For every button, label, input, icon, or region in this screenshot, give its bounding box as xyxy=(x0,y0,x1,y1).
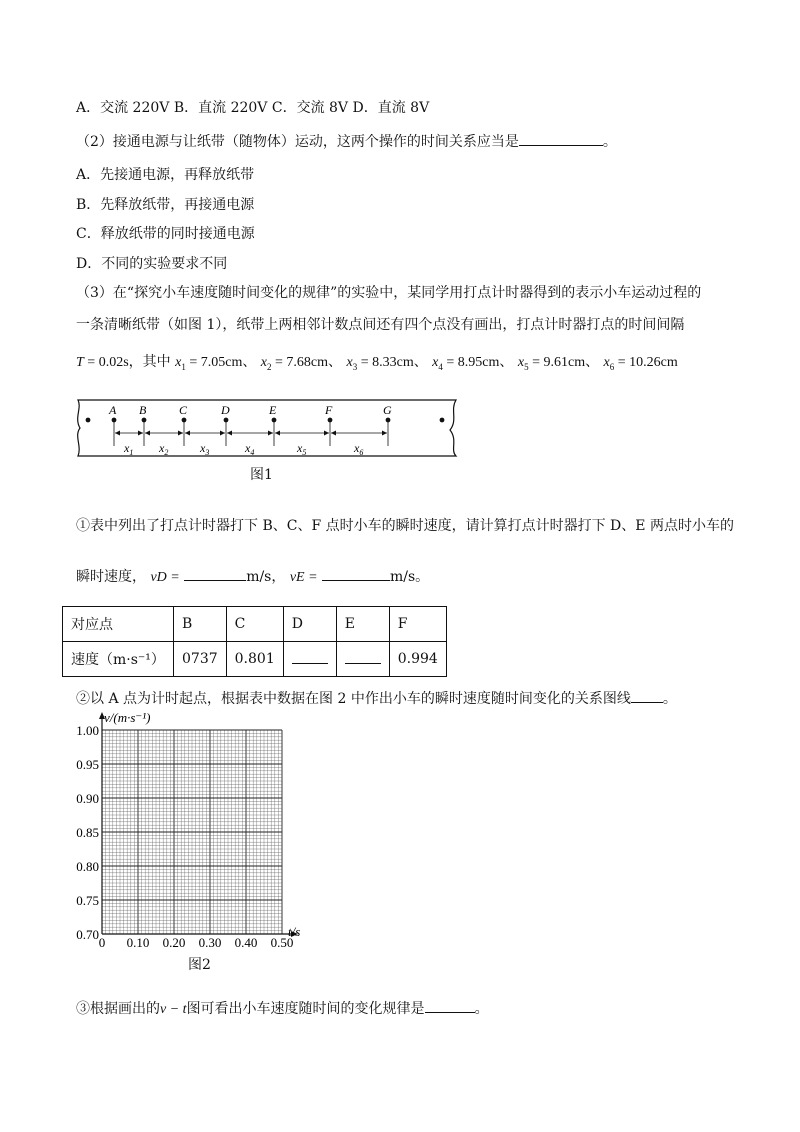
measure-x6: $x_6 = 10.26cm$ xyxy=(603,355,678,372)
vE-blank[interactable] xyxy=(322,566,390,581)
point-F xyxy=(328,418,333,423)
velocity-table xyxy=(62,606,447,677)
table-header-cell: 对应点 xyxy=(63,607,174,642)
measure-x5: $x_5 = 9.61cm$ xyxy=(517,355,586,372)
point-label-D: D xyxy=(221,403,230,417)
sub1-line1: ①表中列出了打点计时器打下 B、C、F 点时小车的瞬时速度，请计算打点计时器打下 D、E 两点时小车的 xyxy=(76,518,734,534)
y-tick-label: 0.70 xyxy=(76,927,99,942)
x-tick-label: 0.50 xyxy=(270,935,294,950)
y-axis-label: v/(m·s⁻¹) xyxy=(104,710,151,725)
table-header-cell: D xyxy=(283,607,336,642)
x-tick-label: 0.30 xyxy=(198,935,222,950)
figure1-caption: 图1 xyxy=(250,467,273,483)
q3-measurements: T = 0.02s，其中 $x_1 = 7.05cm$、 $x_2 = 7.68cm$、 $x_3 = 8.33cm$、 $x_4 = 8.95cm$、 $x_5 = 9.61cm$、 $x_6 = 10.26cm$ xyxy=(76,354,678,372)
sub1-line2: 瞬时速度， vD = m/s， vE = m/s。 xyxy=(76,566,429,588)
x-tick-label: 0.10 xyxy=(126,935,150,950)
segment-label-x1: $x_1$ xyxy=(124,441,134,457)
q2-option-c: C．释放纸带的同时接通电源 xyxy=(76,226,255,242)
table-header-row xyxy=(63,607,447,642)
y-tick-label: 1.00 xyxy=(76,723,99,738)
segment-label-x4: $x_4$ xyxy=(245,441,255,457)
table-header-cell: F xyxy=(389,607,446,642)
vt-symbol: v − t xyxy=(160,1002,187,1017)
q2-option-a: A．先接通电源，再释放纸带 xyxy=(76,167,255,183)
vD-label: vD = xyxy=(150,570,180,585)
figure1-paper-tape xyxy=(72,396,464,460)
tape-dot xyxy=(440,418,445,423)
q2-option-d: D．不同的实验要求不同 xyxy=(76,256,228,272)
vE-label: vE = xyxy=(289,570,318,585)
period-symbol: T xyxy=(76,355,84,370)
sub3-text: ③根据画出的v − t图可看出小车速度随时间的变化规律是 。 xyxy=(76,998,489,1020)
row-label: 速度（m·s⁻¹） xyxy=(63,642,174,677)
sub2-blank[interactable] xyxy=(631,688,663,703)
table-header-cell: C xyxy=(226,607,283,642)
q2-stem-text: （2）接通电源与让纸带（随物体）运动，这两个操作的时间关系应当是 xyxy=(76,134,519,150)
measure-x3: $x_3 = 8.33cm$ xyxy=(346,355,414,372)
y-tick-label: 0.85 xyxy=(76,825,99,840)
sub2-text: ②以 A 点为计时起点，根据表中数据在图 2 中作出小车的瞬时速度随时间变化的关系图线 。 xyxy=(76,688,677,709)
point-label-G: G xyxy=(383,403,392,417)
segment-label-x6: $x_6$ xyxy=(354,441,364,457)
vD-blank[interactable] xyxy=(184,566,246,581)
y-tick-label: 0.80 xyxy=(76,859,99,874)
table-row xyxy=(63,642,447,677)
point-label-A: A xyxy=(109,403,117,417)
segment-label-x3: $x_3$ xyxy=(200,441,210,457)
figure2-caption: 图2 xyxy=(188,957,211,973)
x-tick-label: 0.40 xyxy=(234,935,258,950)
table-header-cell: E xyxy=(336,607,389,642)
q3-line1: （3）在“探究小车速度随时间变化的规律”的实验中，某同学用打点计时器得到的表示小车运动过程的 xyxy=(76,285,702,301)
q3-between: ，其中 xyxy=(128,354,171,370)
point-B xyxy=(142,418,147,423)
x-axis-label: t/s xyxy=(288,924,301,939)
q2-option-b: B．先释放纸带，再接通电源 xyxy=(76,197,255,213)
point-label-C: C xyxy=(179,403,188,417)
q3-line2: 一条清晰纸带（如图 1），纸带上两相邻计数点间还有四个点没有画出，打点计时器打点的时间间隔 xyxy=(76,317,685,333)
figure2-graph xyxy=(60,704,320,954)
q2-answer-blank[interactable] xyxy=(519,131,603,146)
point-G xyxy=(386,418,391,423)
value-B: 0737 xyxy=(174,642,227,677)
value-F: 0.994 xyxy=(389,642,446,677)
q1-options: A．交流 220V B．直流 220V C．交流 8V D．直流 8V xyxy=(76,100,430,116)
tape-dot xyxy=(86,418,91,423)
point-label-F: F xyxy=(325,403,333,417)
q2-stem xyxy=(76,131,617,152)
sub3-blank[interactable] xyxy=(425,998,475,1013)
y-tick-label: 0.90 xyxy=(76,791,99,806)
point-E xyxy=(272,418,277,423)
period-value: 0.02s xyxy=(98,355,129,370)
segment-label-x5: $x_5$ xyxy=(297,441,307,457)
y-tick-label: 0.75 xyxy=(76,893,99,908)
segment-label-x2: $x_2$ xyxy=(159,441,169,457)
point-D xyxy=(224,418,229,423)
x-tick-label: 0 xyxy=(98,935,106,950)
measure-x2: $x_2 = 7.68cm$ xyxy=(260,355,329,372)
value-C: 0.801 xyxy=(226,642,283,677)
y-tick-label: 0.95 xyxy=(76,757,99,772)
x-tick-label: 0.20 xyxy=(162,935,186,950)
table-header-cell: B xyxy=(174,607,227,642)
measure-x4: $x_4 = 8.95cm$ xyxy=(432,355,500,372)
measure-x1: $x_1 = 7.05cm$ xyxy=(175,355,243,372)
point-label-B: B xyxy=(139,403,147,417)
point-A xyxy=(112,418,117,423)
point-C xyxy=(182,418,187,423)
value-D-blank[interactable] xyxy=(283,642,336,677)
point-label-E: E xyxy=(269,403,277,417)
q2-stem-end: 。 xyxy=(602,134,617,150)
value-E-blank[interactable] xyxy=(336,642,389,677)
